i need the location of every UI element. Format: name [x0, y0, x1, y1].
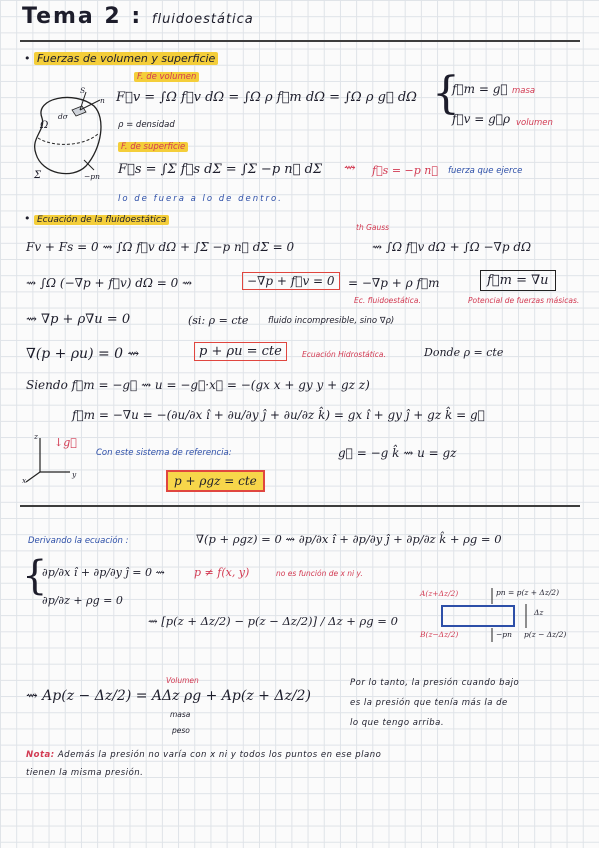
conclusion-3: lo que tengo arriba.	[350, 718, 445, 728]
ec-note: Ec. fluidoestática.	[354, 296, 421, 305]
note-line-1	[26, 750, 381, 760]
deriv-eq: ∇(p + ρgz) = 0 ⇝ ∂p/∂x î + ∂p/∂y ĵ + ∂p/∂z k̂ + ρg = 0	[196, 532, 502, 546]
page-title	[22, 4, 254, 29]
axis-y: y	[72, 470, 77, 479]
eq-hydro-note: Ecuación Hidrostática.	[302, 350, 386, 359]
conclusion-2: es la presión que tenía más la de	[350, 698, 508, 708]
eq-grad-note-2: fluido incompresible, sino ∇ρ)	[268, 316, 395, 326]
bullet-icon: •	[24, 212, 31, 225]
section2-heading: • Ecuación de la fluidoestática	[24, 212, 169, 225]
diag-dsigma: dσ	[58, 112, 68, 121]
sup-label: F. de superficie	[118, 142, 188, 152]
eq-fv: F⃗v = ∫Ω f⃗v dΩ = ∫Ω ρ f⃗m dΩ = ∫Ω ρ g⃗ dΩ	[116, 90, 417, 105]
deriv-note: Derivando la ecuación :	[28, 536, 129, 546]
label-masa: masa	[170, 710, 191, 719]
eq-fs: F⃗s = ∫Σ f⃗s dΣ = ∫Σ −p n⃗ dΣ	[118, 162, 323, 177]
sys-eq-1-note: no es función de x ni y.	[276, 569, 363, 578]
fs-note-1: fuerza que ejerce	[448, 166, 523, 176]
eq-grad-note: (si: ρ = cte	[188, 314, 249, 327]
fv-eq: f⃗v = g⃗ρ	[452, 112, 511, 126]
fs-note-2: lo de fuera a lo de dentro.	[118, 194, 283, 204]
fs-arrow: ⇝	[344, 160, 356, 176]
eq-integral: ⇝ ∫Ω (−∇p + f⃗v) dΩ = 0 ⇝	[26, 276, 193, 290]
title-rule	[20, 40, 580, 42]
pot-box: f⃗m = ∇u	[480, 270, 556, 291]
fv-note: volumen	[516, 118, 553, 128]
diag-s: S	[80, 86, 86, 95]
note-text-1: Además la presión no varía con x ni y todos los puntos en ese plano	[57, 750, 382, 760]
brace-icon: {	[432, 68, 460, 119]
eq-local-rest: = −∇p + ρ f⃗m	[348, 276, 440, 290]
note-label: Nota:	[26, 750, 55, 760]
label-volumen: Volumen	[166, 676, 199, 685]
fs-def: f⃗s = −p n⃗	[372, 164, 438, 177]
eq-hydro: ∇(p + ρu) = 0 ⇝	[26, 346, 140, 362]
fig-top-right: pn = p(z + Δz/2)	[496, 588, 560, 597]
sys-eq-2: ∂p/∂z + ρg = 0	[42, 594, 123, 607]
domain-section	[38, 134, 98, 144]
rho-def: ρ = densidad	[118, 120, 175, 130]
sys-eq-1-result: p ≠ f(x, y)	[194, 566, 250, 579]
system-brace: {	[22, 553, 48, 599]
balance-eq: ⇝ Ap(z − Δz/2) = AΔz ρg + Ap(z + Δz/2)	[26, 688, 311, 704]
g-arrow: ↓g⃗	[54, 436, 77, 449]
axis-z: z	[34, 432, 38, 441]
sys-eq-1: ∂p/∂x î + ∂p/∂y ĵ = 0 ⇝	[42, 566, 165, 579]
eq-potential: Siendo f⃗m = −g⃗ ⇝ u = −g⃗·x⃗ = −(gx x + gy y + gz z)	[26, 378, 370, 392]
eq-gauss: ⇝ ∫Ω f⃗v dΩ + ∫Ω −∇p dΩ	[372, 240, 532, 254]
eq-local-box: −∇p + f⃗v = 0	[242, 272, 340, 290]
note-line-2: tienen la misma presión.	[26, 768, 144, 778]
fluid-element	[442, 606, 514, 626]
title-prefix: Tema 2 :	[22, 4, 143, 29]
eq-fm-grad: f⃗m = −∇u = −(∂u/∂x î + ∂u/∂y ĵ + ∂u/∂z k̂) = gx î + gy ĵ + gz k̂ = g⃗	[72, 408, 485, 422]
final-eq-box: p + ρgz = cte	[166, 470, 265, 492]
gauss-note: th Gauss	[356, 223, 390, 232]
vol-label: F. de volumen	[134, 72, 199, 82]
bullet-icon: •	[24, 52, 31, 65]
limit-eq: ⇝ [p(z + Δz/2) − p(z − Δz/2)] / Δz + ρg = 0	[148, 614, 398, 628]
section-rule	[20, 505, 580, 507]
domain-surface	[35, 97, 101, 173]
fig-bot-label: B(z−Δz/2)	[420, 630, 459, 639]
eq-hydro-tail: Donde ρ = cte	[424, 346, 504, 359]
pot-note: Potencial de fuerzas másicas.	[468, 296, 580, 305]
fm-eq: f⃗m = g⃗	[452, 82, 508, 96]
title-topic: fluidoestática	[151, 12, 254, 27]
eq-balance: Fv + Fs = 0 ⇝ ∫Ω f⃗v dΩ + ∫Σ −p n⃗ dΣ = 0	[26, 240, 295, 254]
fig-dz: Δz	[534, 608, 544, 617]
sys-note: Con este sistema de referencia:	[96, 448, 232, 458]
eq-grad: ⇝ ∇p + ρ∇u = 0	[26, 312, 131, 327]
sys-eq: g⃗ = −g k̂ ⇝ u = gz	[338, 446, 457, 460]
eq-hydro-box: p + ρu = cte	[194, 342, 287, 361]
section1-heading: • Fuerzas de volumen y superficie	[24, 52, 218, 65]
label-peso: peso	[172, 726, 190, 735]
fig-bot-right-2: p(z − Δz/2)	[524, 630, 567, 639]
diag-sigma: Σ	[34, 170, 42, 181]
diag-n: n	[100, 96, 105, 105]
diag-pn: −pn	[84, 172, 100, 181]
conclusion-1: Por lo tanto, la presión cuando bajo	[350, 678, 520, 688]
axis-x: x	[22, 476, 27, 485]
fm-note: masa	[512, 86, 536, 96]
diag-omega: Ω	[40, 120, 49, 131]
fig-bot-right: −pn	[496, 630, 512, 639]
fig-top-label: A(z+Δz/2)	[420, 589, 459, 598]
